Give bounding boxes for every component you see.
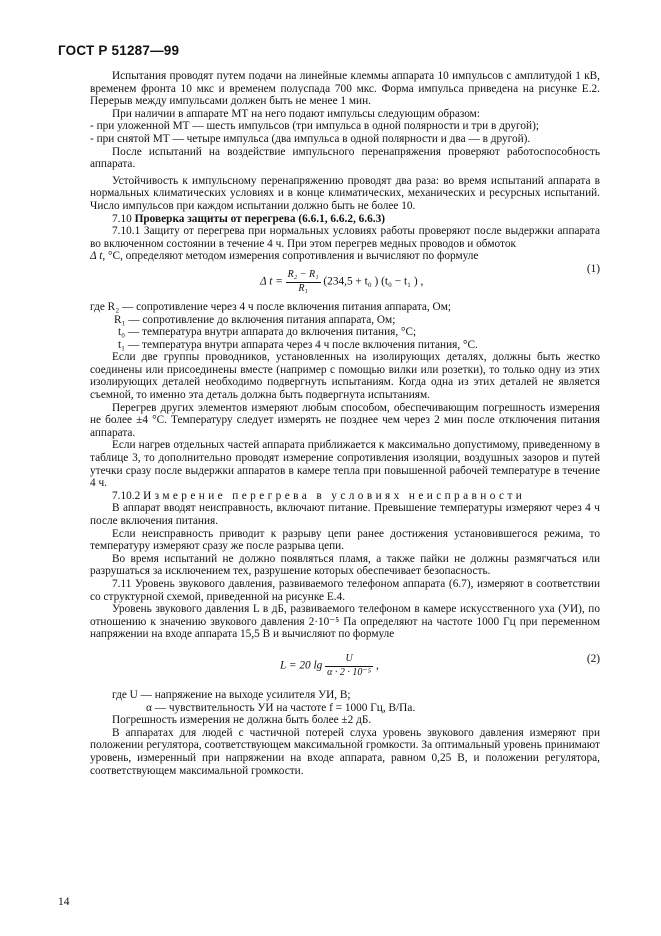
section-title: Проверка защиты от перегрева (6.6.1, 6.6.2, 6.6.3) bbox=[134, 212, 385, 225]
paragraph: Погрешность измерения не должна быть более ±2 дБ. bbox=[112, 714, 372, 727]
document-body bbox=[90, 70, 600, 777]
paragraph: 7.10.1 Защиту от перегрева при нормальных условиях работы проверяют после выдержки аппарата во включенном состоянии в течение 4 ч. При этом перегрев медных проводов и обмоток bbox=[90, 225, 600, 250]
paragraph: При наличии в аппарате МТ на него подают импульсы следующим образом: bbox=[112, 107, 480, 120]
formula-2-definitions bbox=[90, 689, 600, 714]
section-heading-7-10-2 bbox=[90, 490, 600, 503]
paragraph: Во время испытаний не должно появляться пламя, а также пайки не должны размягчаться или разрушаться за исключением тех, разрушение которых обеспечивает безопасность. bbox=[90, 552, 600, 578]
page-number: 14 bbox=[58, 896, 70, 908]
formula-fraction bbox=[286, 269, 321, 295]
paragraph: После испытаний на воздействие импульсного перенапряжения проверяют работоспособность аппарата. bbox=[90, 145, 600, 171]
fraction-numerator: U bbox=[325, 653, 373, 667]
definition-line: где R₂ — сопротивление через 4 ч после включения питания аппарата, Ом; bbox=[90, 300, 451, 313]
paragraph: Уровень звукового давления L в дБ, развиваемого телефоном в камере искусственного уха (УИ), по отношению к значению звукового давления 2·10⁻⁵ Па определяют на частоте 1000 Гц при переменном напряжении на входе аппарата 15,5 В и вычисляют по формуле bbox=[90, 603, 600, 641]
section-number: 7.10.2 bbox=[112, 489, 141, 502]
section-title: Измерение перегрева в условиях неисправности bbox=[143, 489, 526, 502]
formula-1-definitions bbox=[90, 301, 600, 351]
paragraph: Если две группы проводников, установленных на изолирующих деталях, должны быть жестко соединены или присоединены вместе (например с помощью вилки или розетки), то только одну из этих изолирующих деталей необходимо подвергнуть испытаниям. Когда одна из этих деталей не является съемной, то именно эта деталь должна быть подвергнута испытаниям. bbox=[90, 351, 600, 402]
paragraph: Испытания проводят путем подачи на линейные клеммы аппарата 10 импульсов с амплитудой 1 кВ, временем фронта 10 мкс и временем полуспада 700 мкс. Форма импульса приведена на рисунке Е.2. Перерыв между импульсами должен быть не менее 1 мин. bbox=[90, 70, 600, 108]
delta-t-symbol: Δ t bbox=[90, 250, 103, 263]
list-item: - при уложенной МТ — шесть импульсов (три импульса в одной полярности и три в другой); bbox=[90, 120, 540, 133]
paragraph: В аппарат вводят неисправность, включают питание. Превышение температуры измеряют через 4 ч после включения питания. bbox=[90, 502, 600, 527]
definition-line: t₁ — температура внутри аппарата через 4 ч после включения питания, °С. bbox=[118, 338, 478, 351]
paragraph-text: , °С, определяют методом измерения сопротивления и вычисляют по формуле bbox=[102, 250, 479, 263]
formula-tail: , bbox=[375, 659, 379, 672]
formula-2 bbox=[90, 641, 600, 689]
paragraph-continuation bbox=[90, 250, 600, 263]
section-number: 7.10 bbox=[112, 212, 132, 225]
section-heading-7-10 bbox=[90, 213, 600, 226]
definition-line: α — чувствительность УИ на частоте f = 1000 Гц, В/Па. bbox=[146, 701, 416, 714]
paragraph: Если нагрев отдельных частей аппарата приближается к максимально допустимому, приведенному в таблице 3, то дополнительно проводят измерение сопротивления изоляции, воздушных зазоров и путей утечки сразу после выдержки аппаратов в камере тепла при повышенной рабочей температуре в течение 4 ч. bbox=[90, 439, 600, 490]
fraction-numerator: R₂ − R₁ bbox=[286, 269, 321, 283]
fraction-denominator: α · 2 · 10⁻⁵ bbox=[327, 666, 372, 678]
definition-line: t₀ — температура внутри аппарата до включения питания, °С; bbox=[118, 326, 417, 339]
standard-header: ГОСТ Р 51287—99 bbox=[58, 43, 180, 58]
formula-rest: (234,5 + t₀ ) (t₀ − t₁ ) , bbox=[323, 275, 424, 288]
formula-lhs: Δ t = bbox=[260, 275, 283, 288]
formula-fraction bbox=[325, 653, 373, 679]
definition-line: R₁ — сопротивление до включения питания аппарата, Ом; bbox=[114, 313, 396, 326]
list-item: - при снятой МТ — четыре импульса (два импульса в одной полярности и два — в другой). bbox=[90, 132, 531, 145]
equation-number: (1) bbox=[586, 262, 600, 275]
fraction-denominator: R₁ bbox=[298, 282, 308, 294]
paragraph: 7.11 Уровень звукового давления, развиваемого телефоном аппарата (6.7), измеряют в соответствии со структурной схемой, приведенной на рисунке Е.4. bbox=[90, 577, 600, 603]
paragraph: В аппаратах для людей с частичной потерей слуха уровень звукового давления измеряют при положении регулятора, соответствующем максимальной громкости. За оптимальный уровень принимают уровень, измеренный при напряжении на входе аппарата, равном 0,25 В, и положении регулятора, соответствующем максимальной громкости. bbox=[90, 726, 600, 777]
paragraph: Если неисправность приводит к разрыву цепи ранее достижения установившегося режима, то температуру измеряют сразу же после разрыва цепи. bbox=[90, 527, 600, 553]
formula-lhs: L = 20 lg bbox=[280, 659, 323, 672]
paragraph: Перегрев других элементов измеряют любым способом, обеспечивающим погрешность измерения не более ±4 °С. Температуру следует измерять не позднее чем через 2 мин после отключения питания аппарата. bbox=[90, 401, 600, 439]
equation-number: (2) bbox=[586, 652, 600, 665]
formula-1 bbox=[90, 263, 600, 301]
definition-line: где U — напряжение на выходе усилителя УИ, В; bbox=[112, 688, 351, 701]
paragraph: Устойчивость к импульсному перенапряжению проводят два раза: во время испытаний аппарата в нормальных климатических условиях и в конце климатических, механических и ресурсных испытаний. Число импульсов при каждом испытании должно быть не более 10. bbox=[90, 174, 600, 212]
